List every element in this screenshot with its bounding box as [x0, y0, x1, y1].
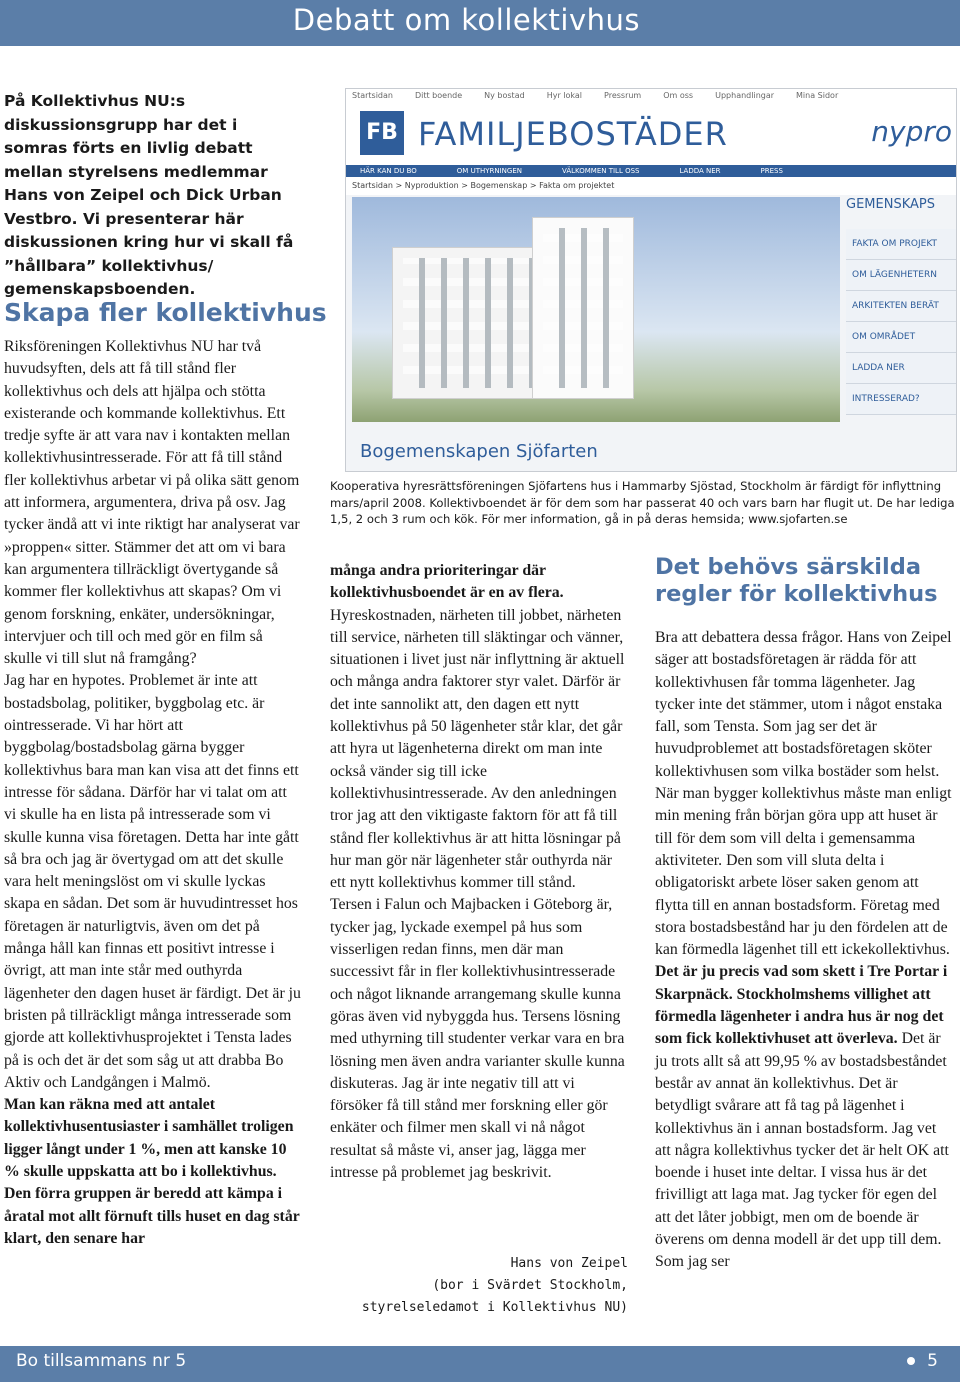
web-breadcrumb: Startsidan > Nyproduktion > Bogemenskap > Fakta om projektet: [346, 177, 956, 195]
signature-line: styrelseledamot i Kollektivhus NU): [361, 1300, 628, 1315]
web-bluenav-item: OM UTHYRNINGEN: [456, 167, 522, 175]
web-nav-item: Om oss: [663, 91, 694, 100]
paragraph-text: Bra att debattera dessa frågor. Hans von Zeipel säger att bostadsföretagen är rädda för att kollektivhusen får tomma lägenheter. Jag tycker inte det stämmer, utom i något enstaka fall, som Tensta. Som jag ser det är huvudproblemet att bostadsföretagen sköter kollektivhusen som vilka bostäder som helst. När man bygger kollektivhus måste man enligt min mening från början göra upp att huset är till för dem som vill delta i gemensamma aktiviteter. Den som vill sluta delta i obligatoriskt arbete löser saken genom att flytta till en annan bostadsform. Företag med stora bostadsbestånd har ju den fördelen att de kan förmedla lägenhet till ett ickekollektivhus.: [655, 629, 952, 959]
section-heading-2: Det behövs särskilda regler för kollektivhus: [655, 554, 938, 607]
paragraph: Riksföreningen Kollektivhus NU har två huvudsyften, dels att få till stånd fler kollektivhus och dels att hjälpa och stötta existerande och kommande kollektivhus. Ett tredje syfte är att vara nav i kontakten mellan kollektivhusintresserade. För att få till stånd fler kollektivhus arbetar vi på olika sätt genom att informera, argumentera, driva på osv. Jag tycker ändå att vi inte riktigt har analyserat var »proppen« sitter. Stämmer det att om vi bara kan argumentera tillräckligt övertygande så kommer fler kollektivhus att skapas? Om vi genom forskning, enkäter, undersökningar, intervjuer och till och med gör en film så skulle vi till slut nå framgång?: [4, 338, 300, 668]
web-nav-item: Mina Sidor: [796, 91, 839, 100]
bold-text: Man kan räkna med att antalet kollektivhusentusiaster i samhället troligen ligger långt under 1 %, men att kanske 10 % skulle uppskatta att bo i kollektivhus. Den förra gruppen är beredd att kämpa i åratal mot allt förnuft tills huset en dag står klart, den senare har: [4, 1096, 300, 1247]
web-side-item: FAKTA OM PROJEKT: [846, 229, 956, 260]
web-brand-bar: [346, 103, 956, 165]
web-bluenav-item: VÄLKOMMEN TILL OSS: [562, 167, 640, 175]
web-nav-item: Pressrum: [604, 91, 642, 100]
web-bluenav-item: PRESS: [760, 167, 783, 175]
paragraph-text: Det är ju trots allt så att 99,95 % av bostadsbeståndet består av annat än kollektivhus. Det är betydligt svårare att få tag på lägenhet i kollektivhus än i annan bostadsform. Jag vet att några kollektivhus tycker det är helt OK att boende i huset inte deltar. I vissa hus är det frivilligt att laga mat. Jag tycker för egen del att det låter jobbigt, men om de boende är överens om denna modell är det upp till dem. Som jag ser: [655, 1030, 949, 1271]
web-nav: [346, 89, 956, 103]
paragraph: Jag har en hypotes. Problemet är inte att bostadsbolag, politiker, byggbolag etc. är ointresserade. Vi har hört att byggbolag/bostadsbolag gärna bygger kollektivhus bara man kan visa att det finns ett intresse för sådana. Därför har vi talat om att vi skulle ha en lista på intresserade som vi skulle kunna visa företagen. Detta har inte gått så bra och jag är övertygad om att det skulle vara helt meningslöst om vi skulle lyckas skapa en sådan. Det som är huvudintresset hos företagen är naturligtvis, även om det på många håll kan finnas ett positivt intresse i övrigt, att man inte står med outhyrda lägenheter den dagen huset är färdigt. Det är ju bristen på tillräckligt många intresserade som gjorde att kollektivhusprojektet i Tensta lades på is och det är det som såg ut att drabba Bo Aktiv och Landgången i Malmö.: [4, 672, 301, 1091]
signature: [330, 1253, 628, 1319]
bold-text: Det är ju precis vad som skett i Tre Portar i Skarpnäck. Stockholmshems villighet att förmedla lägenheter i andra hus är nog det som fick kollektivhuset att överleva.: [655, 963, 948, 1048]
web-brand-name: FAMILJEBOSTÄDER: [418, 115, 728, 153]
footer-page-number: [907, 1351, 938, 1371]
bold-text: många andra prioriteringar där kollektivhusboendet är en av flera.: [330, 562, 564, 602]
paragraph: [655, 627, 953, 1274]
web-side-menu: [846, 229, 956, 415]
paragraph: Tersen i Falun och Majbacken i Göteborg är, tycker jag, lyckade exempel på hus som visserligen redan finns, men där man successivt får in fler kollektivhusintresserade och något liknande arrangemang skulle kunna göras även vid nybyggda hus. Tersens lösning med uthyrning till studenter verkar vara en bra lösning men även andra varianter skulle kunna diskuteras. Jag är inte negativ till att vi försöker få till stånd mer forskning eller gör enkäter och filmer men skall vi nå något resultat så måste vi, anser jag, lägga mer intresse på problemet jag beskrivit.: [330, 896, 625, 1182]
web-bluenav-item: HÄR KAN DU BO: [360, 167, 417, 175]
building-tower: [532, 217, 634, 399]
web-tagline: nypro: [871, 115, 952, 148]
bullet-icon: [907, 1357, 915, 1365]
web-nav-item: Ny bostad: [484, 91, 525, 100]
footer-publication: Bo tillsammans nr 5: [16, 1351, 187, 1371]
web-side-item: LADDA NER: [846, 353, 956, 384]
paragraph: [4, 1094, 302, 1250]
web-blue-nav: [346, 165, 956, 177]
website-screenshot: [345, 88, 957, 472]
building-photo: [352, 197, 840, 422]
web-side-item: ARKITEKTEN BERÄT: [846, 291, 956, 322]
article-column-3: [655, 627, 953, 1274]
web-side-item: OM OMRÅDET: [846, 322, 956, 353]
article-column-1: [4, 336, 302, 1250]
web-side-item: OM LÄGENHETERN: [846, 260, 956, 291]
web-nav-item: Hyr lokal: [546, 91, 583, 100]
paragraph: [330, 560, 628, 894]
article-column-2: [330, 560, 628, 1184]
web-side-item: INTRESSERAD?: [846, 384, 956, 415]
intro-text: På Kollektivhus NU:s diskussionsgrupp har det i somras förts en livlig debatt mellan styrelsens medlemmar Hans von Zeipel och Dick Urban Vestbro. Vi presenterar här diskussionen kring hur vi skall få ”hållbara” kollektivhus/ gemenskapsboenden.: [4, 92, 294, 298]
web-side-heading: GEMENSKAPS: [846, 197, 935, 212]
logo-icon: FB: [360, 111, 404, 155]
page-title: Debatt om kollektivhus: [292, 3, 640, 37]
web-nav-item: Ditt boende: [414, 91, 463, 100]
web-photo-caption: Bogemenskapen Sjöfarten: [360, 441, 598, 462]
paragraph-text: Hyreskostnaden, närheten till jobbet, närheten till service, närheten till släktingar och vänner, situationen i livet just när inflyttning är aktuell och många andra faktorer styr valet. Därför är det inte sannolikt att, den dagen ett nytt kollektivhus på 50 lägenheter står klar, det går att hyra ut lägenheterna direkt om man inte också vänder sig till icke kollektivhusintresserade. Av den anledningen tror jag att den viktigaste faktorn för att få till stånd fler kollektivhus är att hitta lösningar på hur man gör när lägenheter står outhyrda när ett nytt kollektivhus kommer till stånd.: [330, 606, 625, 892]
section-heading: Skapa fler kollektivhus: [4, 298, 327, 327]
web-nav-item: Upphandlingar: [715, 91, 775, 100]
web-nav-item: Startsidan: [352, 91, 393, 100]
signature-name: Hans von Zeipel: [510, 1256, 628, 1271]
image-caption: Kooperativa hyresrättsföreningen Sjöfartens hus i Hammarby Sjöstad, Stockholm är färdigt för inflyttning mars/april 2008. Kollektivboendet är för dem som har passerat 40 och vars barn har flugit ut. De har lediga 1,5, 2 och 3 rum och kök. För mer information, gå in på deras hemsida; www.sjofarten.se: [330, 479, 955, 526]
web-bluenav-item: LADDA NER: [679, 167, 721, 175]
page-number: 5: [927, 1351, 938, 1371]
signature-line: (bor i Svärdet Stockholm,: [432, 1278, 628, 1293]
